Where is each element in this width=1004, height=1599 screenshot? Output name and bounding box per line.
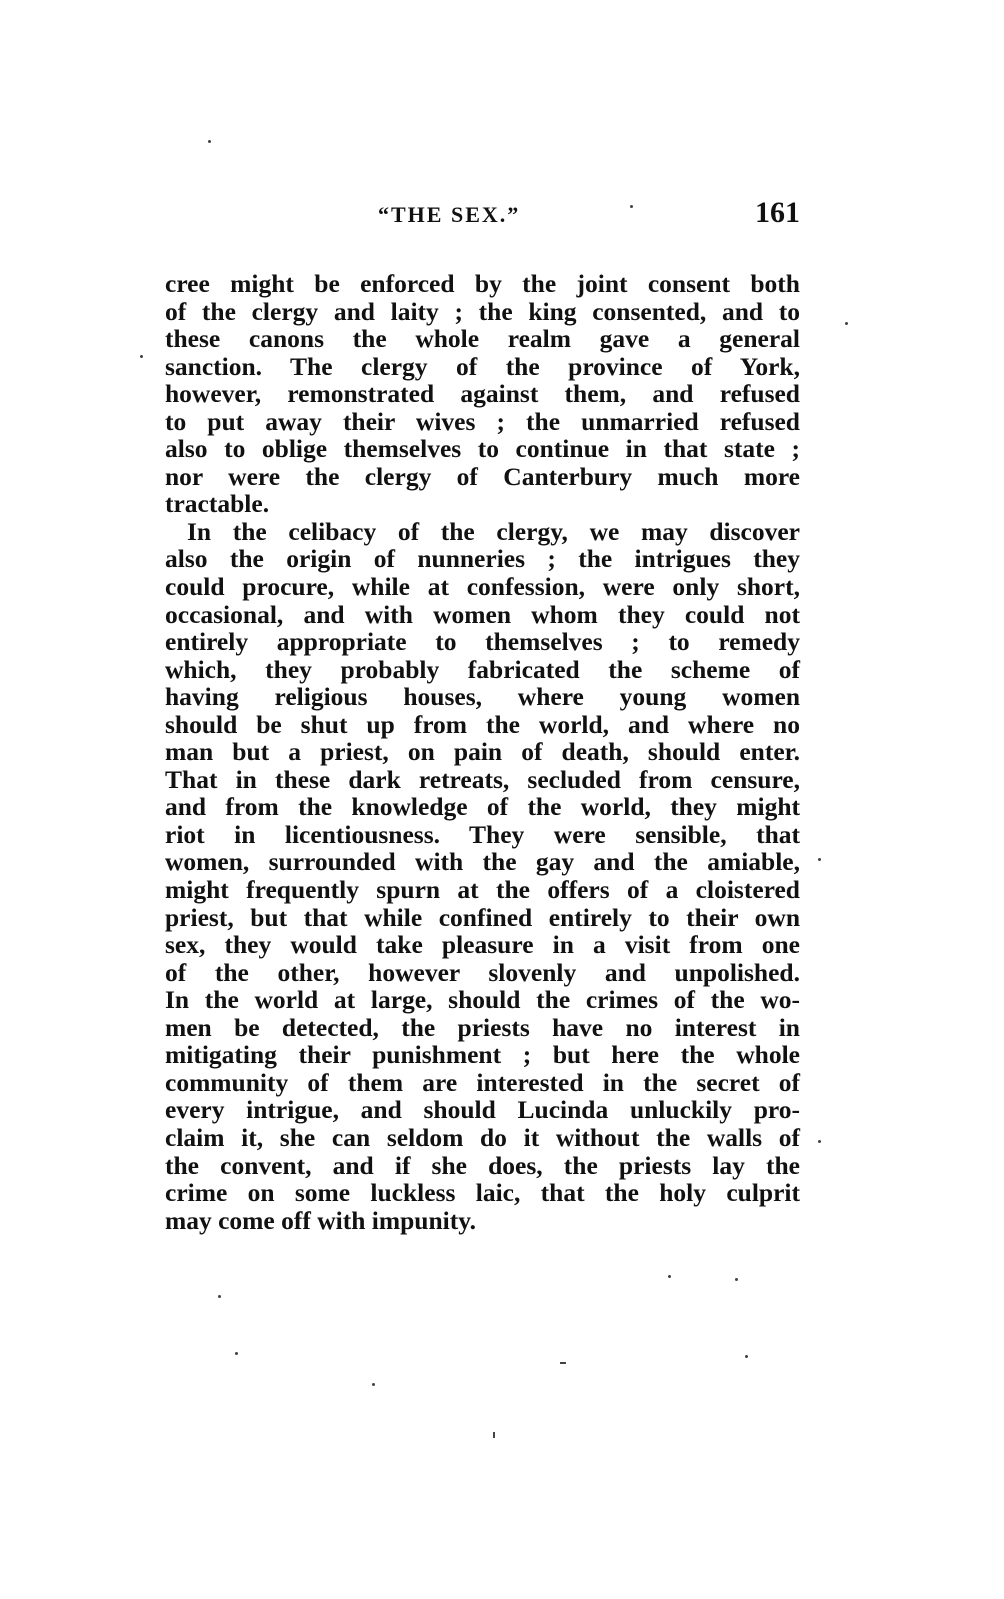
text-line: might frequently spurn at the offers of a cloistered (165, 875, 800, 905)
scan-speck (218, 1295, 221, 1298)
text-line: That in these dark retreats, secluded from censure, (165, 764, 800, 794)
scan-speck (140, 355, 143, 358)
paragraph-1 (165, 270, 800, 518)
scan-speck (493, 1432, 495, 1438)
text-line: priest, but that while confined entirely to their own (165, 902, 800, 932)
scan-speck (630, 205, 633, 208)
text-line: may come off with impunity. (165, 1205, 476, 1235)
text-line: cree might be enforced by the joint consent both (165, 269, 800, 298)
text-line: the convent, and if she does, the priests lay the (165, 1150, 800, 1180)
page-number: 161 (755, 196, 800, 229)
text-line: sanction. The clergy of the province of York, (165, 351, 800, 381)
text-line: tractable. (165, 489, 270, 519)
scan-speck (372, 1383, 375, 1386)
text-line: sex, they would take pleasure in a visit from one (165, 930, 800, 960)
scan-speck (208, 140, 211, 143)
text-line: women, surrounded with the gay and the amiable, (165, 847, 800, 877)
body-text (165, 270, 800, 1234)
text-line: also the origin of nunneries ; the intrigues they (165, 544, 800, 574)
text-line: should be shut up from the world, and where no (165, 709, 800, 739)
scan-speck (818, 858, 821, 861)
text-line: to put away their wives ; the unmarried refused (165, 406, 800, 436)
text-line: riot in licentiousness. They were sensible, that (165, 819, 800, 849)
text-line: also to oblige themselves to continue in that state ; (165, 434, 800, 464)
scan-speck (818, 1140, 821, 1143)
text-line: man but a priest, on pain of death, should enter. (165, 737, 800, 767)
text-line: could procure, while at confession, were only short, (165, 572, 800, 602)
text-line: however, remonstrated against them, and refused (165, 379, 800, 409)
text-line: crime on some luckless laic, that the holy culprit (165, 1178, 800, 1208)
text-line: community of them are interested in the secret of (165, 1067, 800, 1097)
scan-speck (668, 1275, 671, 1278)
text-line: these canons the whole realm gave a general (165, 324, 800, 354)
text-line: occasional, and with women whom they could not (165, 599, 800, 629)
text-line: nor were the clergy of Canterbury much more (165, 461, 800, 491)
text-line: of the clergy and laity ; the king consented, and to (165, 296, 800, 326)
scan-speck (235, 1352, 238, 1355)
text-line: men be detected, the priests have no interest in (165, 1012, 800, 1042)
scan-speck (735, 1278, 738, 1281)
text-line: mitigating their punishment ; but here the whole (165, 1040, 800, 1070)
scan-speck (745, 1355, 748, 1358)
text-line: entirely appropriate to themselves ; to remedy (165, 627, 800, 657)
text-line: of the other, however slovenly and unpolished. (165, 957, 800, 987)
text-line: having religious houses, where young women (165, 682, 800, 712)
paragraph-2 (165, 518, 800, 1234)
text-line: and from the knowledge of the world, they might (165, 792, 800, 822)
text-line: In the celibacy of the clergy, we may discover (187, 516, 800, 546)
text-line: In the world at large, should the crimes of the wo- (165, 985, 800, 1015)
text-line: every intrigue, and should Lucinda unluckily pro- (165, 1095, 800, 1125)
running-title: “THE SEX.” (378, 202, 521, 227)
page-header (165, 196, 800, 240)
scan-speck (845, 322, 848, 325)
text-line: which, they probably fabricated the scheme of (165, 654, 800, 684)
scan-speck (560, 1362, 566, 1364)
text-line: claim it, she can seldom do it without the walls of (165, 1122, 800, 1152)
